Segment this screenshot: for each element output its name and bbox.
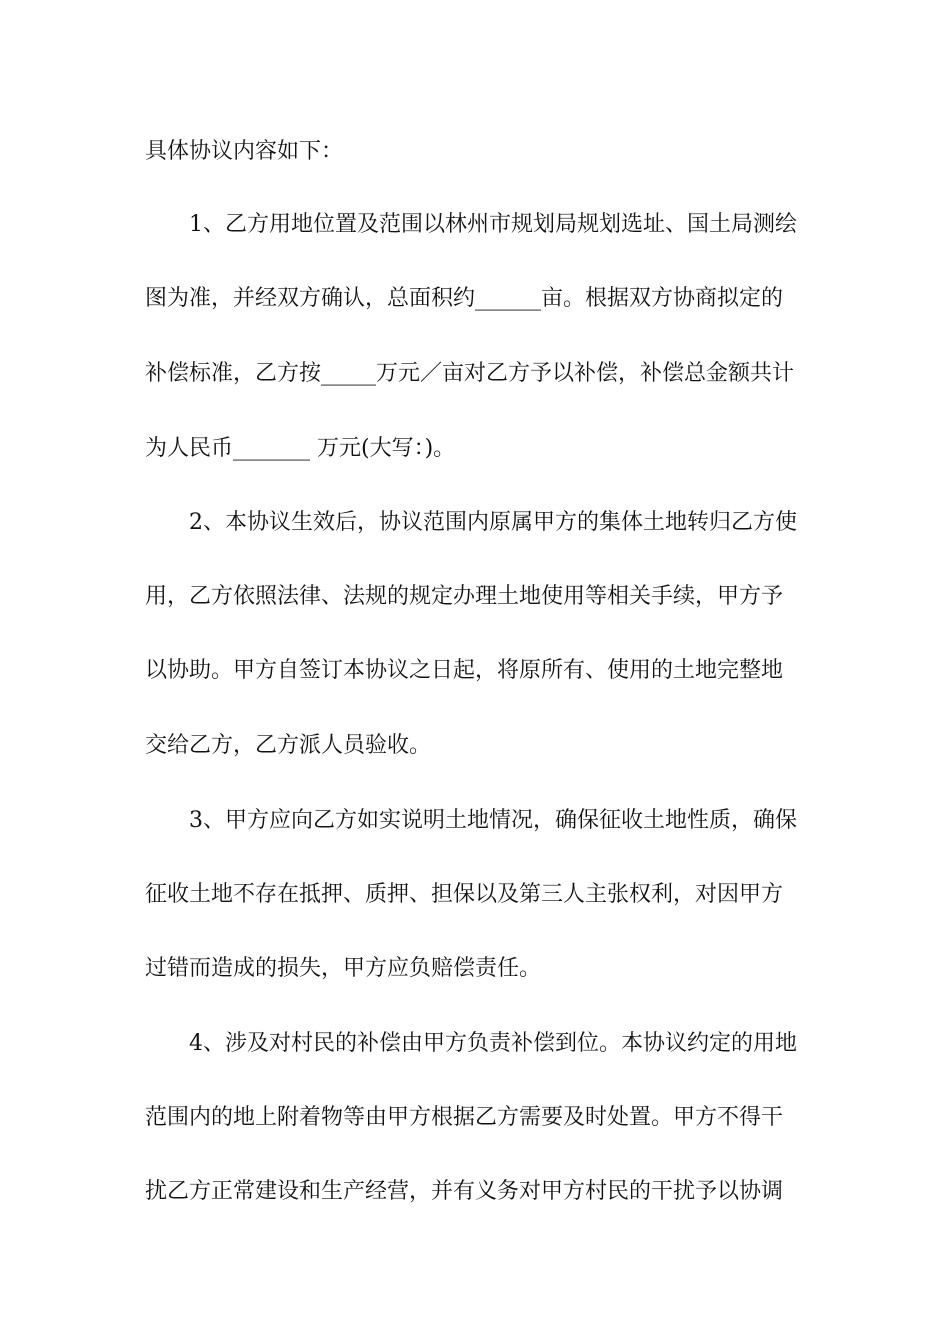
clause-3-line-1: 3、甲方应向乙方如实说明土地情况，确保征收土地性质，确保	[189, 808, 797, 833]
clause-2-line-3: 以协助。甲方自签订本协议之日起，将原所有、使用的土地完整地	[145, 658, 784, 683]
clause-1-line-2: 图为准，并经双方确认，总面积约______亩。根据双方协商拟定的	[145, 286, 784, 311]
clause-4-line-2: 范围内的地上附着物等由甲方根据乙方需要及时处置。甲方不得干	[145, 1105, 784, 1130]
clause-1-line-3: 补偿标准，乙方按_____万元／亩对乙方予以补偿，补偿总金额共计	[145, 361, 795, 386]
clause-4-line-3: 扰乙方正常建设和生产经营，并有义务对甲方村民的干扰予以协调	[145, 1179, 784, 1204]
clause-2-line-2: 用，乙方依照法律、法规的规定办理土地使用等相关手续，甲方予	[145, 584, 784, 609]
clause-2-line-1: 2、本协议生效后，协议范围内原属甲方的集体土地转归乙方使	[189, 510, 797, 535]
clause-3-line-3: 过错而造成的损失，甲方应负赔偿责任。	[145, 956, 542, 981]
clause-1-line-1: 1、乙方用地位置及范围以林州市规划局规划选址、国土局测绘	[189, 212, 797, 237]
clause-2-line-4: 交给乙方，乙方派人员验收。	[145, 733, 432, 758]
clause-1-line-4: 为人民币_______ 万元(大写：)。	[145, 436, 456, 461]
clause-3-line-2: 征收土地不存在抵押、质押、担保以及第三人主张权利，对因甲方	[145, 882, 784, 907]
intro-line: 具体协议内容如下：	[145, 139, 344, 164]
clause-4-line-1: 4、涉及对村民的补偿由甲方负责补偿到位。本协议约定的用地	[189, 1031, 797, 1056]
